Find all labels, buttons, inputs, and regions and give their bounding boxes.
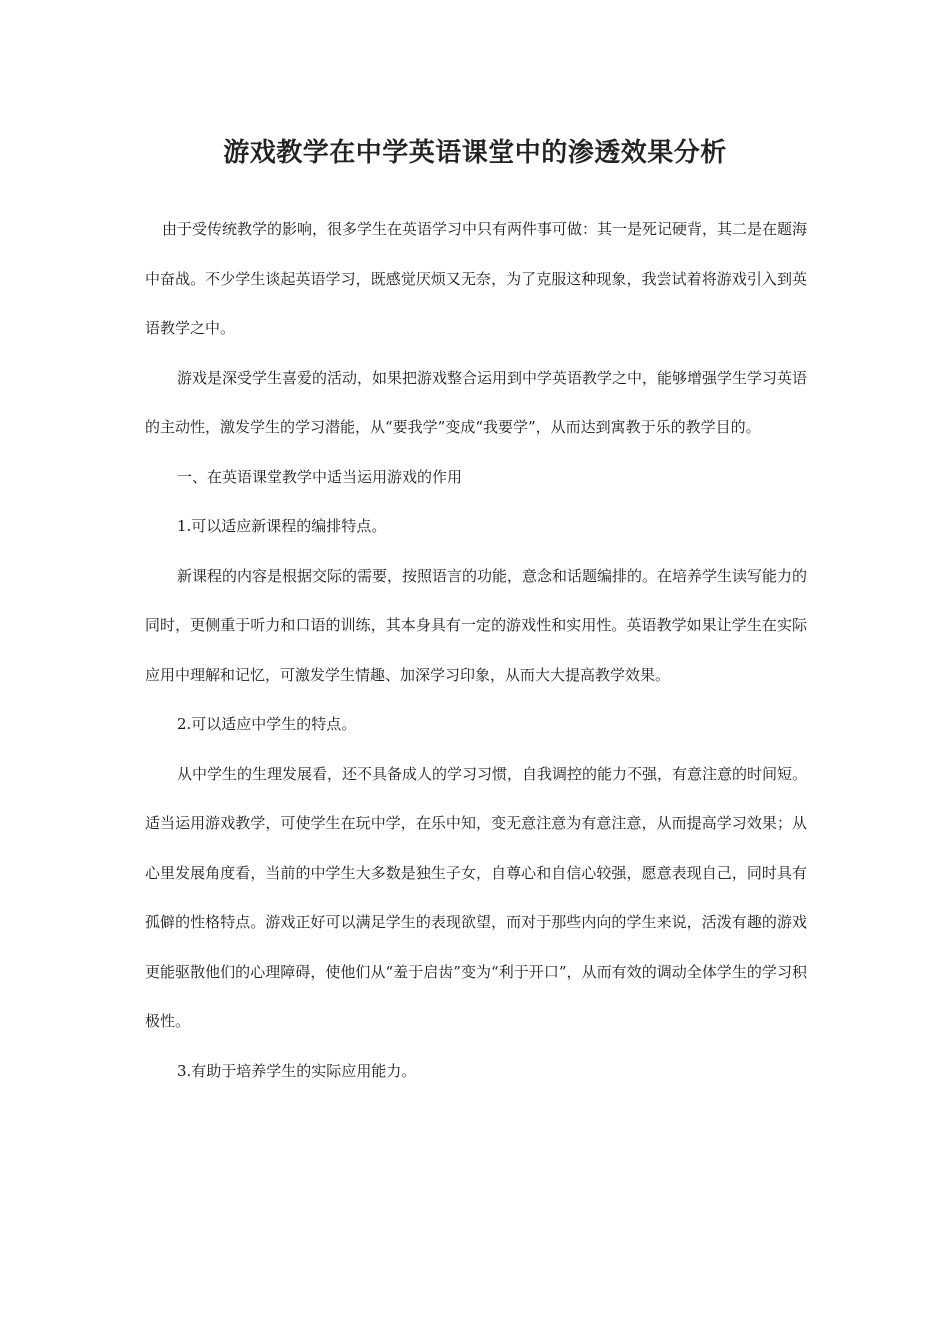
paragraph-student-traits: 从中学生的生理发展看，还不具备成人的学习习惯，自我调控的能力不强，有意注意的时间短。适当运用游戏教学，可使学生在玩中学，在乐中知，变无意注意为有意注意，从而提高学习效果；从心里发展角度看，当前的中学生大多数是独生子女，自尊心和自信心较强，愿意表现自己，同时具有孤僻的性格特点。游戏正好可以满足学生的表现欲望，而对于那些内向的学生来说，活泼有趣的游戏更能驱散他们的心理障碍，使他们从“羞于启齿”变为“利于开口”，从而有效的调动全体学生的学习积极性。 <box>145 764 808 1030</box>
subheading-2: 2.可以适应中学生的特点。 <box>177 715 357 733</box>
paragraph-intro: 由于受传统教学的影响，很多学生在英语学习中只有两件事可做：其一是死记硬背，其二是在题海中奋战。不少学生谈起英语学习，既感觉厌烦又无奈，为了克服这种现象，我尝试着将游戏引入到英语教学之中。 <box>145 220 808 337</box>
document-body <box>145 205 807 1096</box>
section-heading-1: 一、在英语课堂教学中适当运用游戏的作用 <box>177 467 463 486</box>
subheading-3: 3.有助于培养学生的实际应用能力。 <box>177 1061 417 1080</box>
subheading-1: 1.可以适应新课程的编排特点。 <box>177 517 387 535</box>
document-title: 游戏教学在中学英语课堂中的渗透效果分析 <box>223 138 727 168</box>
paragraph-new-curriculum: 新课程的内容是根据交际的需要，按照语言的功能，意念和话题编排的。在培养学生读写能力的同时，更侧重于听力和口语的训练，其本身具有一定的游戏性和实用性。英语教学如果让学生在实际应用中理解和记忆，可激发学生情趣、加深学习印象，从而大大提高教学效果。 <box>145 566 808 684</box>
paragraph-games-benefit: 游戏是深受学生喜爱的活动，如果把游戏整合运用到中学英语教学之中，能够增强学生学习英语的主动性，激发学生的学习潜能，从“要我学”变成“我要学”，从而达到寓教于乐的教学目的。 <box>145 368 808 436</box>
